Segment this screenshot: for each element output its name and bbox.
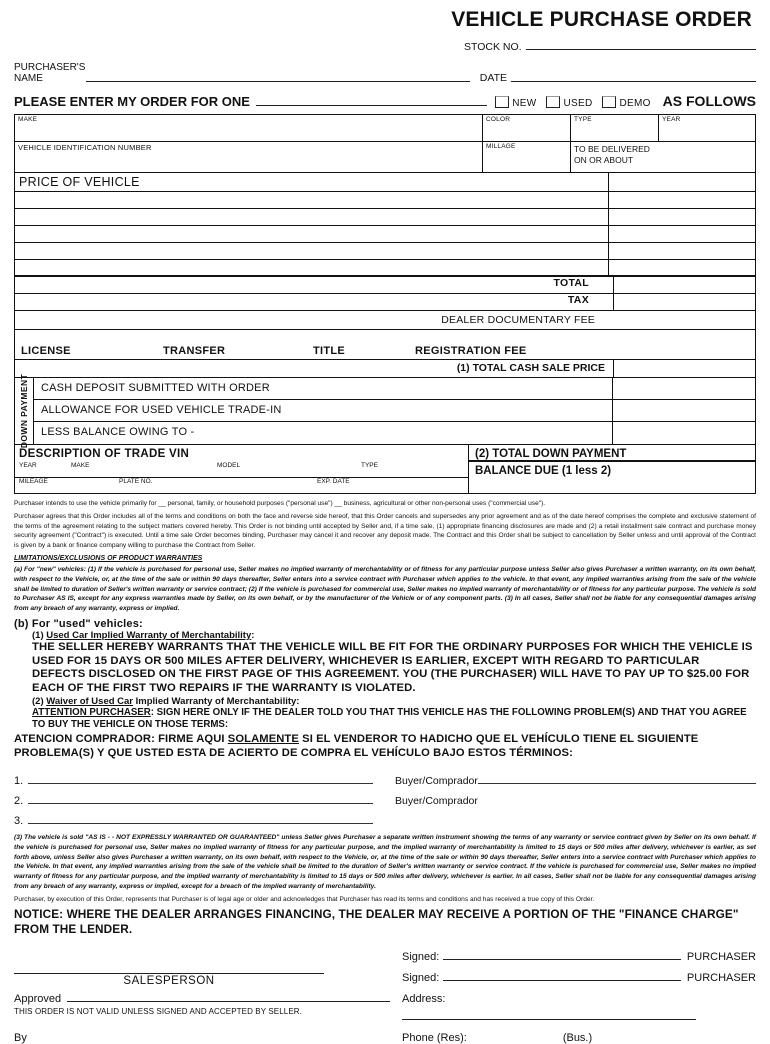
waiver-subheader: (2) Waiver of Used Car Implied Warranty of Merchantability: (32, 695, 300, 707)
price-line-3[interactable] (15, 226, 755, 243)
license-fees-row[interactable] (15, 330, 755, 360)
date-label: DATE (479, 72, 507, 84)
not-valid-notice: THIS ORDER IS NOT VALID UNLESS SIGNED AND ACCEPTED BY SELLER. (14, 1006, 302, 1016)
problem-input-3[interactable] (28, 823, 373, 824)
dealer-doc-fee-row[interactable]: DEALER DOCUMENTARY FEE (15, 311, 755, 330)
used-warranty-body: THE SELLER HEREBY WARRANTS THAT THE VEHICLE WILL BE FIT FOR THE ORDINARY PURPOSES FOR WHICH THE VEHICLE IS USED FOR 15 DAYS OR 500 MILES AFTER DELIVERY, WHICHEVER IS EARLIER, EXCEPT WITH REGARD TO PARTICULAR DEFECTS DISCLOSED ON THE FIRST PAGE OF THIS AGREEMENT. YOU (THE PURCHASER) WILL HAVE TO PAY UP TO $25.00 FOR EACH OF THE FIRST TWO REPAIRS IF THE WARRANTY IS VIOLATED. (32, 640, 753, 695)
total-cash-sale-price-input[interactable] (613, 360, 755, 377)
tax-row: TAX (15, 294, 755, 311)
problems-list (14, 767, 756, 827)
purchase-order-form (0, 8, 770, 1044)
down-payment-side-label: DOWN PAYMENT (15, 378, 34, 444)
legal-age: Purchaser, by execution of this Order, represents that Purchaser is of legal age or older and acknowledges that Purchaser has read its terms and conditions and has received a true copy of this Order. (14, 895, 595, 903)
approved-label: Approved (14, 992, 62, 1005)
field-make[interactable]: MAKE (15, 115, 483, 141)
signed-row-2: Signed: PURCHASER (402, 971, 756, 984)
used-vehicles-header: (b) For "used" vehicles: (14, 617, 143, 630)
salesperson-input[interactable] (14, 973, 324, 974)
problem-input-1[interactable] (28, 783, 373, 784)
price-line-2[interactable] (15, 209, 755, 226)
checkbox-icon[interactable] (495, 96, 509, 108)
buyer-signature-1[interactable] (478, 783, 756, 784)
salesperson-label: SALESPERSON (123, 974, 215, 987)
signature-footer (14, 951, 756, 1044)
legal-text-block (14, 499, 756, 614)
date-input[interactable] (511, 81, 756, 82)
legal-as-is: (3) The vehicle is sold "AS IS - - NOT EXPRESSLY WARRANTED OR GUARANTEED" unless Seller gives Purchaser a separate written instrument showing the terms of any warranty or service contract given by Seller on its own behalf. If the vehicle is purchased for personal use, Seller makes no implied warranty of fitness for any particular purpose, and the implied warranty of merchantability is limited to 15 days or 500 miles after delivery, whichever is earlier, as set forth above, unless Seller also gives Purchaser a written warranty, on its own behalf, with respect to the Vehicle, or, at the time of the sale or within 90 days thereafter, Seller enters into a service contract with Purchaser which applies to the Vehicle. In that event, any implied warranties arising from the sale of the vehicle shall be limited to the duration of Seller's written warranty or service contract. If the vehicle is purchased for commercial use, Seller makes no implied warranty of fitness for any particular purpose, and the implied warranty of merchantability is limited to 15 days or 500 miles after delivery, whichever is earlier. In all cases, Seller shall not be liable for any consequential damages arising from any breach of any warranty, express or implied, except for a breach of the implied warranty of merchantability. (14, 834, 756, 890)
purchaser-name-input[interactable] (86, 81, 470, 82)
checkbox-new[interactable]: NEW (495, 94, 536, 109)
problem-input-2[interactable] (28, 803, 373, 804)
address-input[interactable] (449, 1001, 750, 1002)
phone-res-label: Phone (Res): (402, 1031, 467, 1044)
stock-no-row (14, 41, 756, 53)
field-year[interactable]: YEAR (662, 116, 681, 123)
buyer-signature-2[interactable] (478, 803, 756, 804)
legal-intent: Purchaser intends to use the vehicle primarily for __ personal, family, or household purposes ("personal use") __ business, agricultural or other non-personal uses ("commercial use"). (14, 500, 546, 507)
problem-row-3: 3. (14, 807, 756, 827)
trade-allowance-row[interactable]: ALLOWANCE FOR USED VEHICLE TRADE-IN (34, 400, 755, 422)
buyer-label-1: Buyer/Comprador (395, 775, 478, 788)
attention-purchaser: ATTENTION PURCHASER: SIGN HERE ONLY IF THE DEALER TOLD YOU THAT THIS VEHICLE HAS THE FOLLOWING PROBLEM(S) AND THAT YOU AGREE TO BUY THE VEHICLE ON THOSE TERMS: (32, 706, 747, 731)
price-of-vehicle-row[interactable]: PRICE OF VEHICLE (15, 173, 755, 192)
trade-cols-row2[interactable]: MILEAGE PLATE NO. EXP. DATE (19, 478, 350, 485)
registration-fee-label: REGISTRATION FEE (415, 345, 527, 357)
page-title: VEHICLE PURCHASE ORDER (451, 8, 752, 31)
order-vehicle-input[interactable] (256, 105, 487, 106)
signature-input-2[interactable] (443, 980, 681, 981)
price-line-4[interactable] (15, 243, 755, 260)
field-vin[interactable]: VEHICLE IDENTIFICATION NUMBER (15, 142, 483, 172)
phone-bus-label: (Bus.) (562, 1031, 593, 1044)
field-delivery-date[interactable]: TO BE DELIVERED ON OR ABOUT (574, 144, 650, 165)
checkbox-icon[interactable] (546, 96, 560, 108)
field-color[interactable]: COLOR (483, 115, 571, 141)
trade-description-section (15, 444, 755, 493)
checkbox-icon[interactable] (602, 96, 616, 108)
address-input-line2[interactable] (402, 1019, 696, 1020)
field-type[interactable]: TYPE (571, 115, 659, 141)
total-amount-input[interactable] (613, 277, 755, 293)
approved-row (14, 993, 394, 1005)
row-divider (612, 400, 613, 421)
as-is-block (14, 833, 756, 904)
price-line-5[interactable] (15, 260, 755, 277)
license-label: LICENSE (21, 345, 71, 357)
order-table (14, 114, 756, 494)
by-label: By (14, 1031, 27, 1044)
transfer-label: TRANSFER (163, 345, 226, 357)
legal-new-vehicles: (a) For "new" vehicles: (1) If the vehicle is purchased for personal use, Seller makes no implied warranty of merchantability or of fitness for any particular purpose unless Seller also gives Purchaser a written warranty, on its own behalf, with respect to the Vehicle, or, at the time of the sale or within 90 days thereafter, Seller enters into a service contract with Purchaser which applies to the vehicle. In that event, any implied warranties arising from the sale of the vehicle shall be limited to duration of Seller's written warranty or service contract; (2) If the vehicle is purchased for commercial use, Seller makes no implied warranty of merchantability or of fitness for any particular purpose. The vehicle is sold to Purchaser AS IS, except for any express warranties made by Seller, on its own behalf, or by the manufacturer of the Vehicle or of any component parts. (3) In all cases, Seller shall not be liable for any consequential damages arising from any breach of any warranty, express or implied. (14, 566, 756, 613)
total-cash-sale-price-row: (1) TOTAL CASH SALE PRICE (15, 360, 755, 377)
less-balance-row[interactable]: LESS BALANCE OWING TO - (34, 422, 755, 444)
as-follows-label: AS FOLLOWS (662, 93, 756, 109)
signed-row-1: Signed: PURCHASER (402, 950, 756, 963)
cash-deposit-row[interactable]: CASH DEPOSIT SUBMITTED WITH ORDER (34, 378, 755, 400)
down-payment-section (15, 373, 755, 449)
trade-header: DESCRIPTION OF TRADE VIN (19, 448, 190, 460)
total-row: TOTAL (15, 277, 755, 294)
used-warranty-subheader: (1) Used Car Implied Warranty of Merchantability: (32, 629, 255, 641)
order-instruction: PLEASE ENTER MY ORDER FOR ONE (14, 94, 250, 109)
approved-input[interactable] (67, 1001, 390, 1002)
problem-row-1: 1. Buyer/Comprador (14, 767, 756, 787)
balance-due-label[interactable]: BALANCE DUE (1 less 2) (469, 460, 755, 477)
stock-no-label: STOCK NO. (464, 41, 522, 53)
address-row: Address: (402, 993, 756, 1005)
price-block (15, 173, 755, 277)
order-for-one-row (14, 93, 756, 109)
problem-row-2: 2. Buyer/Comprador (14, 787, 756, 807)
checkbox-demo[interactable]: DEMO (602, 94, 650, 109)
attention-purchaser-spanish: ATENCION COMPRADOR: FIRME AQUI SOLAMENTE SI EL VENDEROR TO HADICHO QUE EL VEHÍCULO TIENE EL SIGUIENTE PROBLEMA(S) Y QUE USTED ESTA DE ACIERTO DE COMPRA EL VEHÍCULO BAJO ESTOS TÉRMINOS: (14, 733, 699, 760)
limitations-header: LIMITATIONS/EXCLUSIONS OF PRODUCT WARRANTIES (14, 554, 203, 562)
checkbox-used[interactable]: USED (546, 94, 592, 109)
trade-cols-row1[interactable]: YEAR MAKE MODEL TYPE (15, 462, 468, 478)
buyer-label-2: Buyer/Comprador (395, 795, 478, 808)
signature-input-1[interactable] (443, 959, 681, 960)
tax-amount-input[interactable] (613, 294, 755, 310)
purchaser-name-label: PURCHASER'S NAME (14, 62, 86, 84)
vehicle-header-row (15, 115, 755, 142)
field-mileage[interactable]: MILLAGE (483, 142, 571, 172)
vin-row (15, 142, 755, 173)
purchaser-name-row (14, 63, 756, 84)
total-down-payment-label: (2) TOTAL DOWN PAYMENT (475, 448, 627, 460)
row-divider (612, 378, 613, 399)
phone-row (402, 1032, 756, 1044)
price-line-1[interactable] (15, 192, 755, 209)
financing-notice: NOTICE: WHERE THE DEALER ARRANGES FINANCING, THE DEALER MAY RECEIVE A PORTION OF THE "FINANCE CHARGE" FROM THE LENDER. (14, 907, 739, 936)
row-divider (612, 422, 613, 444)
legal-agreement: Purchaser agrees that this Order includes all of the terms and conditions on both the face and reverse side hereof, that this Order cancels and supersedes any prior agreement and as of the date hereof comprises the complete and exclusive statement of the terms of the agreement relating to the subject matters covered hereby. This Order is not binding until accepted by Seller and, if a time sale, (1) appropriate financing disclosures are made and (2) a retail installment sale contract and purchase money security agreement ("Contract") is executed. Until a time sale Order becomes binding, Purchaser may cancel it and recover any deposit made. The Contract and this Order shall be subject to cancellation by Seller unless and until approval of the Contract is given by a bank or finance company willing to purchase the Contract from Seller. (14, 512, 756, 549)
stock-no-input[interactable] (526, 38, 756, 50)
title-label: TITLE (313, 345, 346, 357)
